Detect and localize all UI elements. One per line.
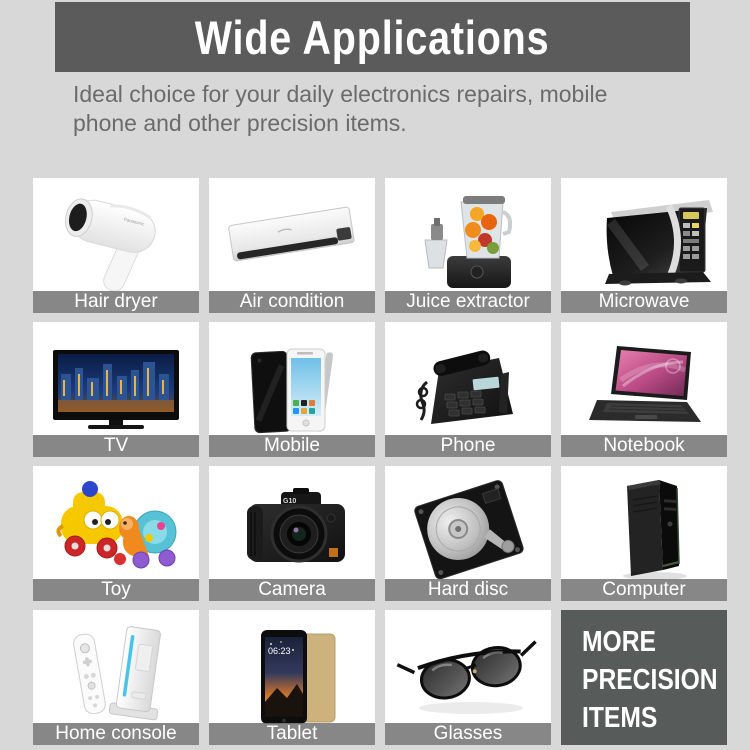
tile-label: Home console bbox=[33, 723, 199, 745]
camera-model-text: G10 bbox=[283, 498, 297, 505]
tile-label: Juice extractor bbox=[385, 291, 551, 313]
header-bar bbox=[55, 2, 690, 72]
tile-tv bbox=[33, 322, 199, 457]
tile-mobile bbox=[209, 322, 375, 457]
tile-camera bbox=[209, 466, 375, 601]
tile-juice-extractor bbox=[385, 178, 551, 313]
tile-toy bbox=[33, 466, 199, 601]
tile-label: Phone bbox=[385, 435, 551, 457]
page-title: Wide Applications bbox=[195, 10, 550, 64]
tile-label: Computer bbox=[561, 579, 727, 601]
more-box-line-1: MORE bbox=[582, 626, 656, 658]
tile-label: TV bbox=[33, 435, 199, 457]
tile-label: Tablet bbox=[209, 723, 375, 745]
subtitle-line-2: phone and other precision items. bbox=[73, 110, 407, 136]
tile-label: Mobile bbox=[209, 435, 375, 457]
tile-label: Microwave bbox=[561, 291, 727, 313]
tile-air-condition bbox=[209, 178, 375, 313]
more-box-line-3: ITEMS bbox=[582, 702, 658, 734]
tile-hair-dryer bbox=[33, 178, 199, 313]
tablet-time-text: 06:23 bbox=[268, 646, 291, 656]
tile-notebook bbox=[561, 322, 727, 457]
tile-label: Hair dryer bbox=[33, 291, 199, 313]
tile-label: Hard disc bbox=[385, 579, 551, 601]
more-box-line-2: PRECISION bbox=[582, 664, 718, 696]
tile-hard-disc bbox=[385, 466, 551, 601]
tile-glasses bbox=[385, 610, 551, 745]
tile-microwave bbox=[561, 178, 727, 313]
tile-label: Notebook bbox=[561, 435, 727, 457]
subtitle bbox=[73, 80, 693, 138]
tile-home-console bbox=[33, 610, 199, 745]
tile-label: Camera bbox=[209, 579, 375, 601]
tile-label: Toy bbox=[33, 579, 199, 601]
more-precision-items-box bbox=[561, 610, 727, 745]
hair-dryer-brand-text: Panasonic bbox=[123, 216, 145, 227]
tile-label: Air condition bbox=[209, 291, 375, 313]
subtitle-line-1: Ideal choice for your daily electronics repairs, mobile bbox=[73, 81, 608, 107]
tile-computer bbox=[561, 466, 727, 601]
tile-phone bbox=[385, 322, 551, 457]
tile-label: Glasses bbox=[385, 723, 551, 745]
tile-tablet bbox=[209, 610, 375, 745]
applications-grid bbox=[33, 178, 727, 745]
